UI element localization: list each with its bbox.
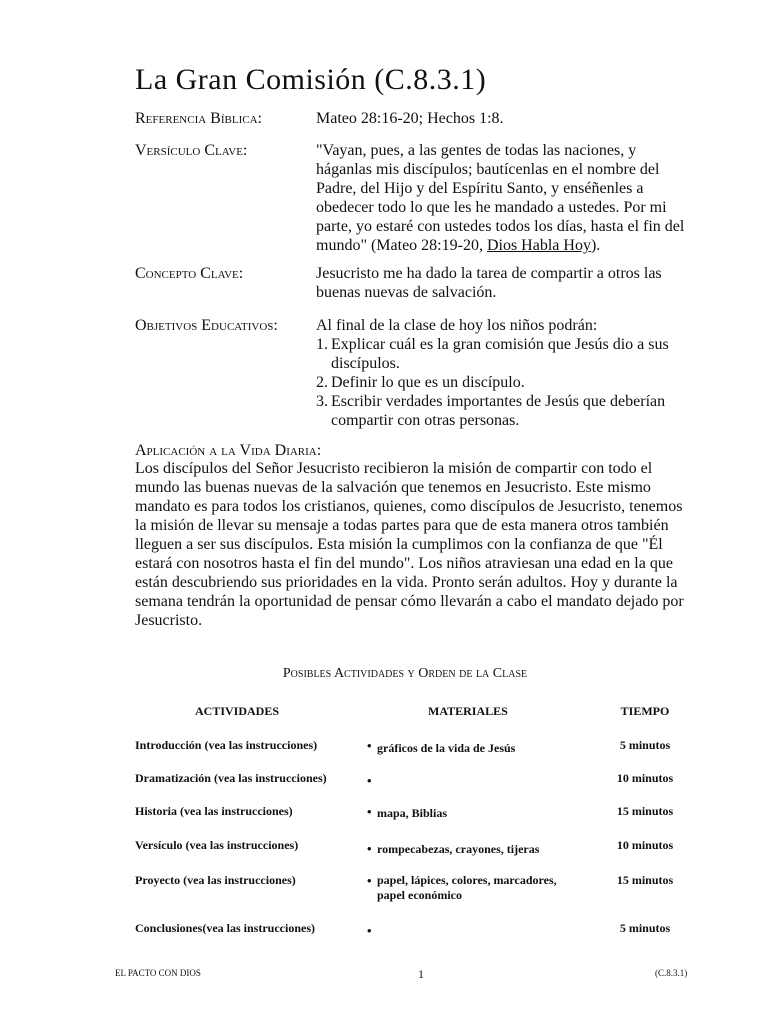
objectives-list — [316, 335, 696, 430]
objective-number: 2. — [316, 374, 328, 391]
objective-text: Definir lo que es un discípulo. — [331, 374, 525, 391]
table-row — [135, 838, 695, 858]
table-row — [135, 921, 695, 941]
objective-number: 1. — [316, 336, 328, 353]
time-cell: 15 minutos — [616, 804, 674, 818]
materials-cell: mapa, Biblias — [377, 806, 448, 820]
key-verse-field — [135, 141, 695, 256]
time-cell: 5 minutos — [619, 738, 671, 752]
activities-section-title: Posibles Actividades y Orden de la Clase — [282, 666, 528, 681]
key-verse-end: ). — [590, 237, 601, 254]
objective-number: 3. — [316, 393, 328, 410]
bullet-icon: • — [367, 804, 372, 819]
time-cell: 5 minutos — [619, 921, 671, 935]
activity-cell: Dramatización (vea las instrucciones) — [135, 771, 327, 785]
key-concept-value: Jesucristo me ha dado la tarea de compartir a otros las buenas nuevas de salvación. — [316, 265, 662, 301]
materials-cell: gráficos de la vida de Jesús — [377, 741, 516, 755]
key-concept-label: Concepto Clave: — [135, 265, 244, 282]
key-verse-value — [316, 141, 696, 255]
reference-label: Referencia Bíblica: — [135, 110, 262, 127]
bullet-icon: • — [367, 873, 372, 888]
activity-cell: Introducción (vea las instrucciones) — [135, 738, 318, 752]
header-time: TIEMPO — [620, 704, 670, 718]
bullet-icon: • — [367, 923, 372, 938]
materials-cell: papel, lápices, colores, marcadores, papel económico — [377, 873, 557, 902]
bullet-icon: • — [367, 773, 372, 788]
objectives-label: Objetivos Educativos: — [135, 317, 278, 334]
activity-cell: Versículo (vea las instrucciones) — [135, 838, 299, 852]
activity-cell: Conclusiones(vea las instrucciones) — [135, 921, 315, 935]
key-verse-text: "Vayan, pues, a las gentes de todas las naciones, y háganlas mis discípulos; bautícenlas en el nombre del Padre, del Hijo y del Espíritu Santo, y enséñenles a obedecer todo lo que les he mandado a ustedes. Por mi parte, yo estaré con ustedes todos los días, hasta el fin del mundo" (Mateo 28:19-20, — [316, 142, 685, 254]
table-row — [135, 804, 695, 824]
objectives-field — [135, 316, 695, 431]
time-cell: 10 minutos — [616, 771, 674, 785]
application-heading: Aplicación a la Vida Diaria: — [135, 442, 322, 459]
activity-cell: Historia (vea las instrucciones) — [135, 804, 293, 818]
header-materials: MATERIALES — [428, 704, 508, 718]
bible-version-link[interactable]: Dios Habla Hoy — [486, 237, 591, 254]
activity-cell: Proyecto (vea las instrucciones) — [135, 873, 296, 887]
bullet-icon: • — [367, 738, 372, 753]
header-activities: ACTIVIDADES — [195, 704, 280, 718]
reference-value: Mateo 28:16-20; Hechos 1:8. — [316, 110, 504, 127]
table-row — [135, 771, 695, 791]
footer-lesson-code: (C.8.3.1) — [655, 968, 688, 978]
objective-item — [316, 373, 696, 392]
footer-page-number: 1 — [418, 967, 424, 981]
application-text: Los discípulos del Señor Jesucristo recibieron la misión de compartir con todo el mundo las buenas nuevas de la salvación que tenemos en Jesucristo. Este mismo mandato es para todos los cristianos, quienes, como discípulos de Jesucristo, tenemos la misión de llevar su mensaje a todas partes para que de esta manera otros también lleguen a ser sus discípulos. Esta misión la cumplimos con la confianza de que "Él estará con nosotros hasta el fin del mundo". Los niños atraviesan una edad en la que están descubriendo sus prioridades en la vida. Pronto serán adultos. Hoy y durante la semana tendrán la oportunidad de pensar cómo llevarán a cabo el mandato dejado por Jesucristo. — [135, 460, 684, 629]
objective-text: Escribir verdades importantes de Jesús que deberían compartir con otras personas. — [331, 393, 666, 429]
objectives-value — [316, 316, 696, 430]
objective-text: Explicar cuál es la gran comisión que Jesús dio a sus discípulos. — [331, 336, 669, 372]
bullet-icon: • — [367, 841, 372, 856]
table-row — [135, 873, 695, 907]
time-cell: 10 minutos — [616, 838, 674, 852]
time-cell: 15 minutos — [616, 873, 674, 887]
key-concept-field — [135, 264, 695, 304]
materials-cell: rompecabezas, crayones, tijeras — [377, 842, 540, 856]
reference-field — [135, 109, 695, 129]
activities-table-header — [135, 704, 695, 724]
page-title: La Gran Comisión (C.8.3.1) — [135, 63, 487, 96]
objective-item — [316, 335, 696, 373]
table-row — [135, 738, 695, 758]
objective-item — [316, 392, 696, 430]
objectives-intro: Al final de la clase de hoy los niños podrán: — [316, 317, 598, 334]
key-verse-label: Versículo Clave: — [135, 142, 248, 159]
footer-publication: EL PACTO CON DIOS — [115, 968, 201, 978]
